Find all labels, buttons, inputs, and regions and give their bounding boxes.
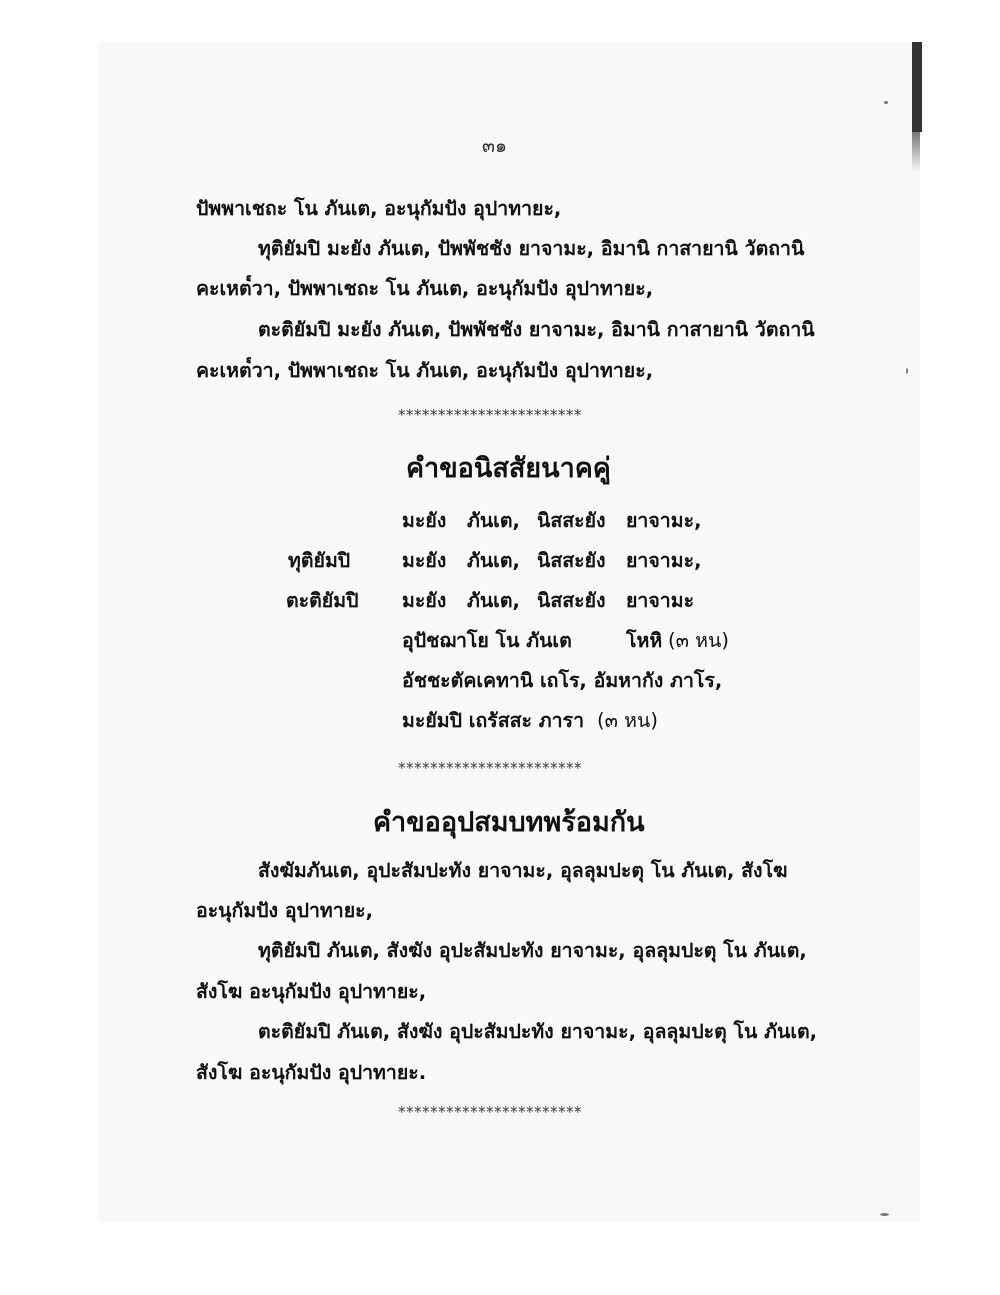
row-word: ภันเต, bbox=[467, 509, 520, 532]
verse-word: โหหิ bbox=[626, 629, 663, 652]
paragraph-line: ปัพพาเชถะ โน ภันเต, อะนุกัมปัง อุปาทายะ, bbox=[196, 197, 562, 220]
scan-speck bbox=[884, 101, 888, 104]
scan-speck bbox=[906, 368, 908, 374]
verse-line: อุปัชฌาโย โน ภันเต bbox=[402, 629, 572, 652]
scan-edge-fade bbox=[912, 132, 920, 172]
paragraph-line: ตะติยัมปิ มะยัง ภันเต, ปัพพัชชัง ยาจามะ, อิมานิ กาสายานิ วัตถานิ bbox=[258, 318, 815, 341]
scan-speck bbox=[880, 1213, 889, 1216]
separator: *********************** bbox=[398, 406, 582, 424]
row-word: ยาจามะ, bbox=[626, 549, 702, 572]
row-prefix: ตะติยัมปิ bbox=[286, 589, 359, 612]
section-heading: คำขอนิสสัยนาคคู่ bbox=[406, 453, 611, 484]
row-word: ภันเต, bbox=[467, 549, 520, 572]
row-word: มะยัง bbox=[402, 589, 447, 612]
row-word: ภันเต, bbox=[467, 589, 520, 612]
paragraph-line: ทุติยัมปิ ภันเต, สังฆัง อุปะสัมปะทัง ยาจามะ, อุลลุมปะตุ โน ภันเต, bbox=[258, 939, 807, 962]
row-word: นิสสะยัง bbox=[537, 549, 606, 572]
row-word: มะยัง bbox=[402, 549, 447, 572]
row-word: นิสสะยัง bbox=[537, 509, 606, 532]
row-word: ยาจามะ, bbox=[626, 509, 702, 532]
verse-line: อัชชะตัคเคทานิ เถโร, อัมหากัง ภาโร, bbox=[402, 669, 723, 692]
paragraph-line: ทุติยัมปิ มะยัง ภันเต, ปัพพัชชัง ยาจามะ, อิมานิ กาสายานิ วัตถานิ bbox=[258, 237, 805, 260]
separator: *********************** bbox=[398, 759, 582, 777]
separator: *********************** bbox=[398, 1103, 582, 1121]
row-word: ยาจามะ bbox=[626, 589, 695, 612]
section-heading: คำขออุปสมบทพร้อมกัน bbox=[373, 807, 645, 838]
repeat-note: (๓ หน) bbox=[597, 709, 658, 732]
scan-edge-shadow bbox=[912, 42, 922, 132]
paragraph-line: คะเหต๎วา, ปัพพาเชถะ โน ภันเต, อะนุกัมปัง อุปาทายะ, bbox=[196, 359, 654, 382]
paragraph-line: สังโฆ อะนุกัมปัง อุปาทายะ, bbox=[196, 980, 427, 1003]
paragraph-line: สังฆัมภันเต, อุปะสัมปะทัง ยาจามะ, อุลลุมปะตุ โน ภันเต, สังโฆ bbox=[258, 859, 788, 882]
paragraph-line: คะเหต๎วา, ปัพพาเชถะ โน ภันเต, อะนุกัมปัง อุปาทายะ, bbox=[196, 277, 654, 300]
paragraph-line: สังโฆ อะนุกัมปัง อุปาทายะ. bbox=[196, 1061, 427, 1084]
verse-line: มะยัมปิ เถรัสสะ ภารา bbox=[402, 709, 585, 732]
row-word: นิสสะยัง bbox=[537, 589, 606, 612]
row-prefix: ทุติยัมปิ bbox=[288, 549, 351, 572]
paragraph-line: ตะติยัมปิ ภันเต, สังฆัง อุปะสัมปะทัง ยาจามะ, อุลลุมปะตุ โน ภันเต, bbox=[258, 1020, 818, 1043]
repeat-note: (๓ หน) bbox=[668, 629, 729, 652]
page-number: ๓๑ bbox=[482, 135, 508, 157]
row-word: มะยัง bbox=[402, 509, 447, 532]
paragraph-line: อะนุกัมปัง อุปาทายะ, bbox=[196, 899, 374, 922]
